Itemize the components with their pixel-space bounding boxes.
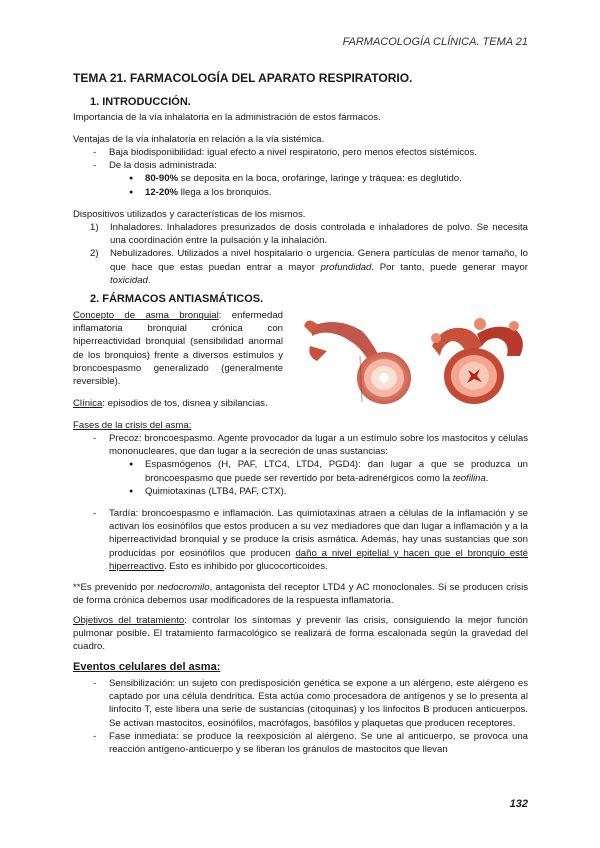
clinica-text: Clínica: episodios de tos, disnea y sibilancias.	[73, 398, 268, 409]
ventajas-text: Ventajas de la vía inhalatoria en relación a la vía sistémica.	[73, 134, 325, 145]
bronchi-illustration	[302, 316, 532, 406]
intro-text: Importancia de la vía inhalatoria en la administración de estos fármacos.	[73, 112, 381, 123]
list-item: 2) Nebulizadores. Utilizados a nivel hospitalario o urgencia. Genera partículas de menor tamaño, lo que hace que estas puedan entrar a mayor profundidad. Por tanto, puede generar mayor toxicidad.	[90, 248, 528, 286]
page-number: 132	[509, 798, 528, 810]
fases-title: Fases de la crisis del asma:	[73, 420, 192, 431]
list-item: - Tardía: broncoespasmo e inflamación. Las quimiotaxinas atraen a células de la inflamación y se activan los eosinófilos que estos producen a su vez mediadores que dan lugar a inflamación y a la hiperreactividad bronquial y se produce la crisis asmática. Además, hay unas sustancias que son producidas por eosinófilos que producen daño a nivel epitelial y hacen que el bronquio esté hiperreactivo. Esto es inhibido por glucocorticoides.	[73, 507, 528, 573]
dispositivos-text: Dispositivos utilizados y características de los mismos.	[73, 209, 306, 220]
concepto-text: Concepto de asma bronquial: enfermedad inflamatoria bronquial crónica con hiperreactividad bronquial (sensibilidad anormal de los bronquios) frente a diversos estímulos y broncoespasmo generalizado (generalmente reversible).	[73, 310, 283, 388]
list-item: ● Quimiotaxinas (LTB4, PAF, CTX).	[109, 485, 528, 498]
list-item: ● 80-90% se deposita en la boca, orofaringe, laringe y tráquea: es deglutido.	[109, 172, 528, 185]
objetivos-text: Objetivos del tratamiento: controlar los síntomas y prevenir las crisis, consiguiendo la mejor función pulmonar posible. El tratamiento farmacológico se realizará de forma escalonada según la gravedad del cuadro.	[73, 615, 528, 653]
running-header: FARMACOLOGÍA CLÍNICA. TEMA 21	[342, 36, 528, 48]
nota-text: **Es prevenido por nedocromilo, antagonista del receptor LTD4 y AC monoclonales. Si se producen crisis de forma crónica debemos usar modificadores de la respuesta inflamatoria.	[73, 582, 528, 607]
ventajas-list	[73, 146, 528, 199]
section-1-heading: 1. INTRODUCCIÓN.	[90, 96, 191, 108]
list-item: ● 12-20% llega a los bronquios.	[109, 186, 528, 199]
normal-bronchus	[304, 320, 411, 404]
list-item: 1) Inhaladores. Inhaladores presurizados de dosis controlada e inhaladores de polvo. Se necesita una coordinación entre la pulsación y la inhalación.	[90, 222, 528, 247]
asthmatic-bronchus	[431, 318, 523, 404]
fases-list	[73, 432, 528, 573]
list-item: - Precoz: broncoespasmo. Agente provocador da lugar a un estímulo sobre los mastocitos y células mononucleares, que dan lugar a la secreción de unas sustancias:	[73, 432, 528, 458]
chapter-title: TEMA 21. FARMACOLOGÍA DEL APARATO RESPIRATORIO.	[73, 71, 413, 85]
bronchi-svg	[302, 316, 532, 406]
list-item: - Fase inmediata: se produce la reexposición al alérgeno. Se une al anticuerpo, se provoca una reacción antígeno-anticuerpo y se liberan los gránulos de mastocitos que llevan	[73, 730, 528, 756]
dispositivos-list	[90, 221, 528, 287]
list-item: - Sensibilización: un sujeto con predisposición genética se expone a un alérgeno, este alérgeno es captado por una célula dendrítica. Esta actúa como procesadora de antígenos y se lo presenta al linfocito T, este libera una serie de sustancias (citoquinas) y los linfocitos B producen anticuerpos. Se activan mastocitos, eosinófilos, macrófagos, basófilos y plaquetas que producen receptores.	[73, 677, 528, 730]
list-item: - De la dosis administrada:	[73, 159, 528, 172]
eventos-list	[73, 677, 528, 756]
list-item: - Baja biodisponibilidad: igual efecto a nivel respiratorio, pero menos efectos sistémicos.	[73, 146, 528, 159]
eventos-title: Eventos celulares del asma:	[73, 661, 221, 673]
section-2-heading: 2. FÁRMACOS ANTIASMÁTICOS.	[90, 293, 264, 305]
list-item: ● Espasmógenos (H, PAF, LTC4, LTD4, PGD4): dan lugar a que se produzca un broncoespasmo que puede ser revertido por beta-adrenérgicos como la teofilina.	[109, 458, 528, 484]
